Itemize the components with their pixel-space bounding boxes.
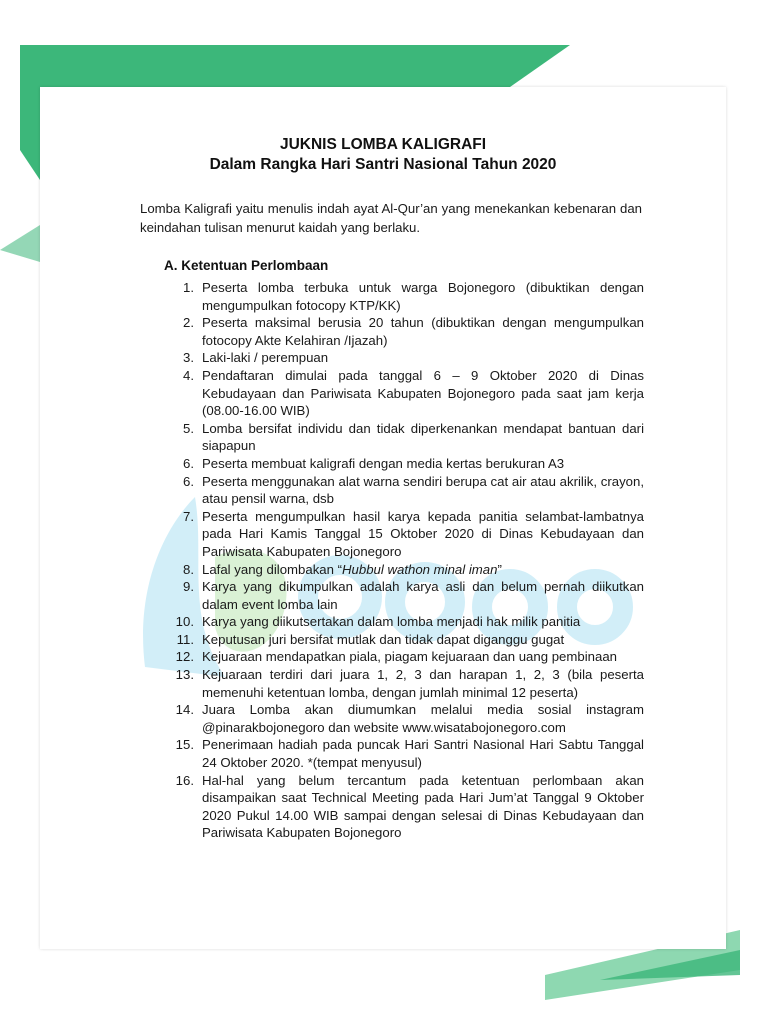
list-item-text: Peserta lomba terbuka untuk warga Bojonegoro (dibuktikan dengan mengumpulkan fotocopy KTP/KK) [202,280,644,313]
list-item-number: 1. [183,280,194,295]
list-item-text: Laki-laki / perempuan [202,350,329,366]
list-item-number: 7. [183,508,194,524]
list-item [170,473,644,508]
list-item [170,349,644,367]
list-item-text: Peserta mengumpulkan hasil karya kepada panitia selambat-lambatnya pada Hari Kamis Tanggal 15 Oktober 2020 di Dinas Kebudayaan dan Pariwisata Kabupaten Bojonegoro [202,508,644,559]
list-item-italic-text: Hubbul wathon minal iman [342,561,498,577]
list-item-number: 12. [175,649,194,665]
list-item [170,561,644,579]
document-title [40,135,726,175]
list-item [170,631,644,649]
list-item-text: Pendaftaran dimulai pada tanggal 6 – 9 Oktober 2020 di Dinas Kebudayaan dan Pariwisata Kabupaten Bojonegoro pada saat jam kerja (08.00-16.00 WIB) [202,367,644,419]
list-item-number: 15. [175,737,194,753]
list-item [170,508,644,561]
list-item-number: 4. [183,367,194,383]
list-item [170,314,644,349]
list-item-number: 8. [183,561,194,577]
intro-paragraph: Lomba Kaligrafi yaitu menulis indah ayat Al-Qur’an yang menekankan kebenaran dan keindahan tulisan menurut kaidah yang berlaku. [140,201,642,235]
list-item-text: Karya yang diikutsertakan dalam lomba menjadi hak milik panitia [202,614,581,630]
list-item-number: 11. [176,631,194,647]
list-item [170,736,644,771]
list-item-number: 3. [183,350,194,366]
list-item-text: Keputusan juri bersifat mutlak dan tidak dapat diganggu gugat [202,631,565,647]
list-item-text: Karya yang dikumpulkan adalah karya asli dan belum pernah diikutkan dalam event lomba lain [202,579,644,612]
list-item-text: Juara Lomba akan diumumkan melalui media sosial instagram @pinarakbojonegoro dan website www.wisatabojonegoro.com [202,702,644,735]
list-item-text: Kejuaraan mendapatkan piala, piagam kejuaraan dan uang pembinaan [202,649,617,665]
list-item-number: 14. [175,702,194,718]
list-item-text: Peserta menggunakan alat warna sendiri berupa cat air atau akrilik, crayon, atau pensil warna, dsb [202,473,644,507]
list-item-number: 2. [183,315,194,331]
list-item [170,420,644,455]
section-heading-a: A. Ketentuan Perlombaan [164,258,329,273]
list-item-text: ” [497,561,502,577]
list-item [170,648,644,666]
list-item [170,701,644,736]
list-item [170,666,644,701]
list-item [170,578,644,613]
list-item [170,455,644,473]
list-item-number: 5. [183,420,194,436]
list-item-number: 13. [175,667,194,683]
list-item-text: Lafal yang dilombakan “ [202,561,343,577]
list-item-number: 6. [183,455,194,471]
list-item-text: Peserta maksimal berusia 20 tahun (dibuktikan dengan mengumpulkan fotocopy Akte Kelahiran /Ijazah) [202,315,644,348]
title-line-2: Dalam Rangka Hari Santri Nasional Tahun 2020 [209,156,557,173]
list-item-number: 9. [183,579,194,595]
list-item [170,279,644,314]
list-item-number: 16. [175,772,194,788]
rules-list [170,279,644,842]
list-item-text: Kejuaraan terdiri dari juara 1, 2, 3 dan harapan 1, 2, 3 (bila peserta memenuhi ketentuan lomba, dengan jumlah minimal 12 peserta) [202,667,644,700]
list-item-text: Hal-hal yang belum tercantum pada ketentuan perlombaan akan disampaikan saat Technical Meeting pada Hari Jum’at Tanggal 9 Oktober 2020 Pukul 14.00 WIB sampai dengan selesai di Dinas Kebudayaan dan Pariwisata Kabupaten Bojonegoro [202,772,644,841]
title-line-1: JUKNIS LOMBA KALIGRAFI [279,136,487,153]
list-item [170,367,644,420]
list-item-text: Peserta membuat kaligrafi dengan media kertas berukuran A3 [202,455,565,471]
list-item-number: 10. [175,614,194,630]
list-item-text: Penerimaan hadiah pada puncak Hari Santri Nasional Hari Sabtu Tanggal 24 Oktober 2020. *(tempat menyusul) [202,737,644,771]
list-item-text: Lomba bersifat individu dan tidak diperkenankan mendapat bantuan dari siapapun [202,420,644,454]
document-page [40,87,726,949]
list-item-number: 6. [183,473,194,489]
list-item [170,613,644,631]
list-item [170,772,644,842]
